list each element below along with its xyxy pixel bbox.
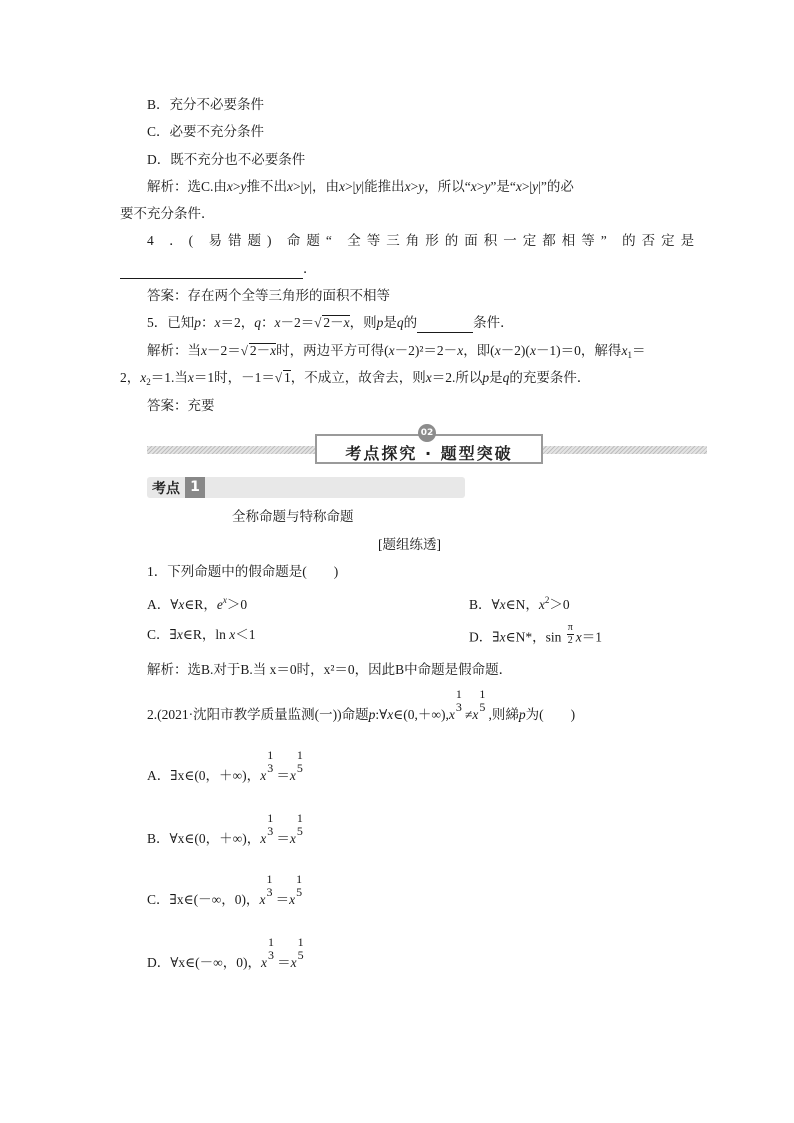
exercise-tag: [题组练透]: [378, 537, 441, 552]
analysis-5-line1: 解析：当x－2＝√ 2－x时，两边平方可得(x－2)²＝2－x，即(x－2)(x－1)＝0，解得$x_1=$: [147, 343, 646, 360]
analysis-5-line2: 2，$x_2=1$.当x＝1时，－1＝√ 1，不成立，故舍去，则x＝2.所以p是q的充要条件．: [120, 370, 591, 387]
pi-over-two: $\frac{\pi}{2}$: [567, 622, 573, 646]
option-d: D．既不充分也不必要条件: [147, 152, 306, 167]
q2-option-c: C．∃x∈(－∞，0)，x 1 3 ＝x 1 5: [147, 872, 303, 907]
q1-analysis: 解析：选B.对于B.当 x＝0时，x²＝0，因此B中命题是假命题．: [147, 662, 513, 677]
option-b: B．充分不必要条件: [147, 97, 265, 112]
question-4: 4 ．( 易错题) 命题“ 全等三角形的面积一定都相等” 的否定是: [147, 233, 701, 248]
q1-option-b: B．∀x∈N，$x^2>0$: [469, 595, 570, 612]
q1-option-d: D．∃x∈N*，sin $\frac{\pi}{2}$ x＝1: [469, 622, 603, 646]
answer-4: 答案：存在两个全等三角形的面积不相等: [147, 288, 390, 303]
question-4-blank: ．: [120, 260, 317, 279]
answer-5: 答案：充要: [147, 398, 215, 413]
section-number-badge: 02: [418, 424, 436, 442]
q1-option-c: C．∃x∈R，ln x＜1: [147, 627, 256, 642]
q2-stem: 2.(2021·沈阳市教学质量监测(一))命题p:∀x∈(0,＋∞),x 1 3 ≠x 1 5 ,则綈p为( ): [147, 687, 576, 722]
q2-option-a: A．∃x∈(0，＋∞)，x 1 3 ＝x 1 5: [147, 748, 303, 783]
analysis-1-line2: 要不充分条件．: [120, 206, 215, 221]
q2-option-d: D．∀x∈(－∞，0)，x 1 3 ＝x 1 5: [147, 935, 304, 970]
q2-option-b: B．∀x∈(0，＋∞)，x 1 3 ＝x 1 5: [147, 811, 303, 846]
analysis-1-line1: 解析：选C.由x>y推不出x>|y|，由x>|y|能推出x>y，所以“x>y”是“x>|y|”的必: [147, 179, 574, 194]
option-c: C．必要不充分条件: [147, 124, 265, 139]
kaodian-label: 考点: [152, 481, 180, 497]
kaodian-number: 1: [185, 477, 205, 498]
kaodian-topic: 全称命题与特称命题: [232, 509, 354, 524]
kaodian-header: [147, 477, 465, 498]
q1-option-a: A．∀x∈R，$e^x>0$: [147, 595, 248, 612]
q1-stem: 1．下列命题中的假命题是( ): [147, 564, 339, 579]
question-5: 5．已知p：x＝2，q：x－2＝√ 2－x，则p是q的 条件．: [147, 314, 514, 333]
section-banner-title: 考点探究 · 题型突破: [345, 444, 513, 463]
